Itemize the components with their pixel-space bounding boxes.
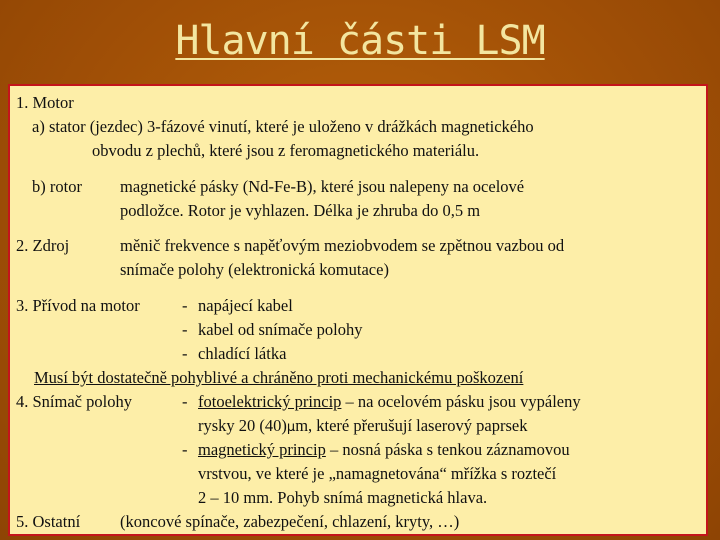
stator-line-2: obvodu z plechů, které jsou z feromagnetického materiálu. [92, 141, 480, 160]
mag-rest: – nosná páska s tenkou záznamovou [329, 440, 570, 459]
stator-line-1: a) stator (jezdec) 3-fázové vinutí, které je uloženo v drážkách magnetického [32, 117, 534, 136]
rotor-label: b) rotor [32, 177, 82, 196]
motor-label: 1. Motor [16, 93, 74, 112]
ostatni-label: 5. Ostatní [16, 512, 81, 531]
snimac-mag-line-2: vrstvou, ve které je „namagnetována“ mřížka s roztečí [198, 464, 557, 483]
snimac-foto-line-1 [198, 390, 581, 414]
ostatni-text: (koncové spínače, zabezpečení, chlazení, kryty, …) [120, 512, 460, 531]
privod-part-3: chladící látka [198, 344, 287, 363]
privod-dash-2: - [182, 320, 188, 339]
snimac-label: 4. Snímač polohy [16, 392, 132, 411]
snimac-foto-line-2 [198, 414, 528, 440]
foto-line2-a: rysky 20 (40) [198, 416, 287, 435]
snimac-mag-line-1 [198, 438, 570, 462]
snimac-dash-2: - [182, 440, 188, 459]
privod-part-2: kabel od snímače polohy [198, 320, 363, 339]
rotor-line-1: magnetické pásky (Nd-Fe-B), které jsou nalepeny na ocelové [120, 177, 525, 196]
privod-part-1: napájecí kabel [198, 296, 293, 315]
snimac-mag-line-3: 2 – 10 mm. Pohyb snímá magnetická hlava. [198, 488, 488, 507]
foto-rest: – na ocelovém pásku jsou vypáleny [345, 392, 581, 411]
zdroj-line-2: snímače polohy (elektronická komutace) [120, 260, 389, 279]
zdroj-line-1: měnič frekvence s napěťovým meziobvodem se zpětnou vazbou od [120, 236, 565, 255]
foto-line2-b: m, které přerušují laserový paprsek [295, 416, 528, 435]
privod-dash-3: - [182, 344, 188, 363]
privod-label: 3. Přívod na motor [16, 296, 140, 315]
rotor-line-2: podložce. Rotor je vyhlazen. Délka je zhruba do 0,5 m [120, 201, 481, 220]
privod-dash-1: - [182, 296, 188, 315]
snimac-dash-1: - [182, 392, 188, 411]
privod-note: Musí být dostatečně pohyblivé a chráněno proti mechanickému poškození [34, 368, 524, 387]
content-panel [8, 84, 708, 536]
mag-term: magnetický princip [198, 440, 326, 459]
mu-symbol: μ [286, 420, 296, 435]
foto-term: fotoelektrický princip [198, 392, 342, 411]
zdroj-label: 2. Zdroj [16, 236, 70, 255]
page-title: Hlavní části LSM [175, 18, 545, 64]
